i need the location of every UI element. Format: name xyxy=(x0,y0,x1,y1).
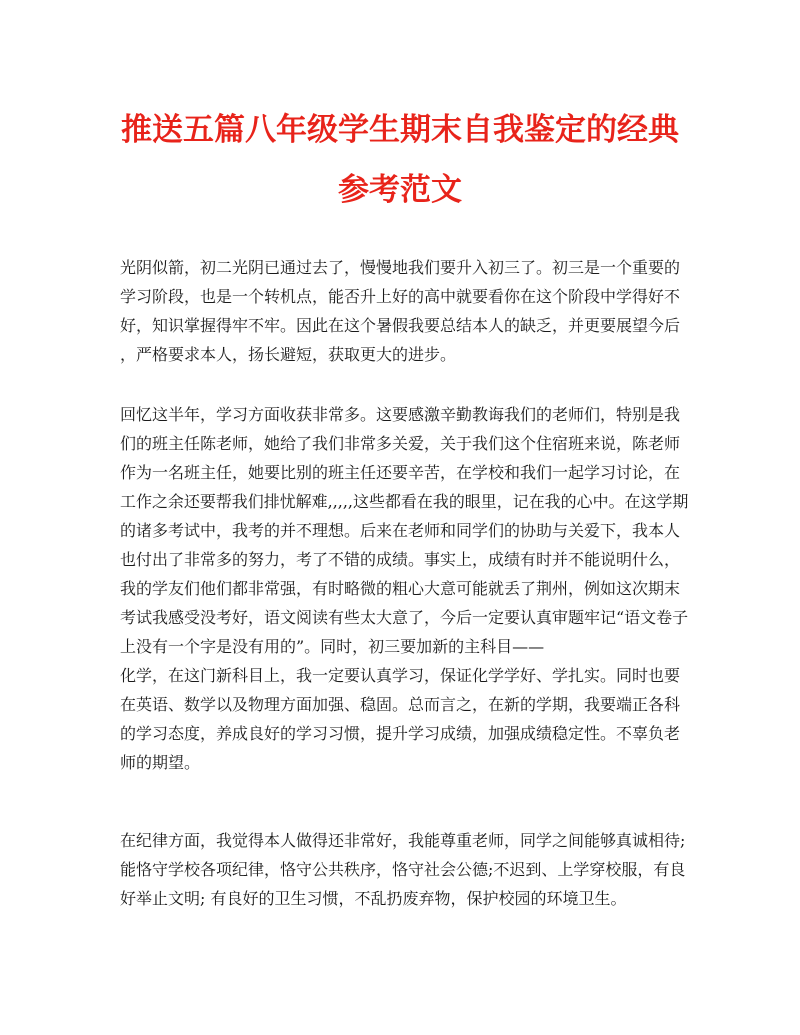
paragraph-line: 也付出了非常多的努力，考了不错的成绩。事实上，成绩有时并不能说明什么， xyxy=(120,550,681,569)
paragraph-line: 工作之余还要帮我们排忧解难,,,,,这些都看在我的眼里，记在我的心中。在这学期 xyxy=(120,492,689,511)
paragraph-line: 上没有一个字是没有用的”。同时，初三要加新的主科目—— xyxy=(120,637,545,656)
paragraph-line: 好，知识掌握得牢不牢。因此在这个暑假我要总结本人的缺乏，并更要展望今后 xyxy=(120,316,681,335)
paragraph-line: 光阴似箭，初二光阴已通过去了，慢慢地我们要升入初三了。初三是一个重要的 xyxy=(120,258,681,277)
paragraph-line: 能恪守学校各项纪律，恪守公共秩序，恪守社会公德;不迟到、上学穿校服，有良 xyxy=(120,860,686,879)
paragraph-line: 学习阶段，也是一个转机点，能否升上好的高中就要看你在这个阶段中学得好不 xyxy=(120,287,681,306)
paragraph-line: 好举止文明; 有良好的卫生习惯，不乱扔废弃物，保护校园的环境卫生。 xyxy=(120,889,627,908)
paragraph-line: 的学习态度，养成良好的学习习惯，提升学习成绩，加强成绩稳定性。不辜负老 xyxy=(120,724,681,743)
paragraph-line: 师的期望。 xyxy=(120,753,201,772)
paragraph-line: 考试我感受没考好，语文阅读有些太大意了，今后一定要认真审题牢记“语文卷子 xyxy=(120,608,689,627)
paragraph-intro xyxy=(120,253,688,369)
document-title-line-1: 推送五篇八年级学生期末自我鉴定的经典 xyxy=(121,112,679,148)
paragraph-discipline xyxy=(120,826,688,913)
document-title-line-2: 参考范文 xyxy=(338,172,462,208)
paragraph-line: ，严格要求本人，扬长避短，获取更大的进步。 xyxy=(120,345,457,364)
paragraph-line: 化学，在这门新科目上，我一定要认真学习，保证化学学好、学扎实。同时也要 xyxy=(120,666,681,685)
paragraph-line: 们的班主任陈老师，她给了我们非常多关爱，关于我们这个住宿班来说，陈老师 xyxy=(120,434,681,453)
paragraph-line: 作为一名班主任，她要比别的班主任还要辛苦，在学校和我们一起学习讨论，在 xyxy=(120,463,681,482)
paragraph-line: 我的学友们他们都非常强，有时略微的粗心大意可能就丢了荆州，例如这次期末 xyxy=(120,579,681,598)
paragraph-study xyxy=(120,400,688,777)
paragraph-line: 回忆这半年，学习方面收获非常多。这要感激辛勤教诲我们的老师们，特别是我 xyxy=(120,405,681,424)
paragraph-line: 在英语、数学以及物理方面加强、稳固。总而言之，在新的学期，我要端正各科 xyxy=(120,695,681,714)
paragraph-line: 的诸多考试中，我考的并不理想。后来在老师和同学们的协助与关爱下，我本人 xyxy=(120,521,681,540)
paragraph-line: 在纪律方面，我觉得本人做得还非常好，我能尊重老师，同学之间能够真诚相待; xyxy=(120,831,686,850)
